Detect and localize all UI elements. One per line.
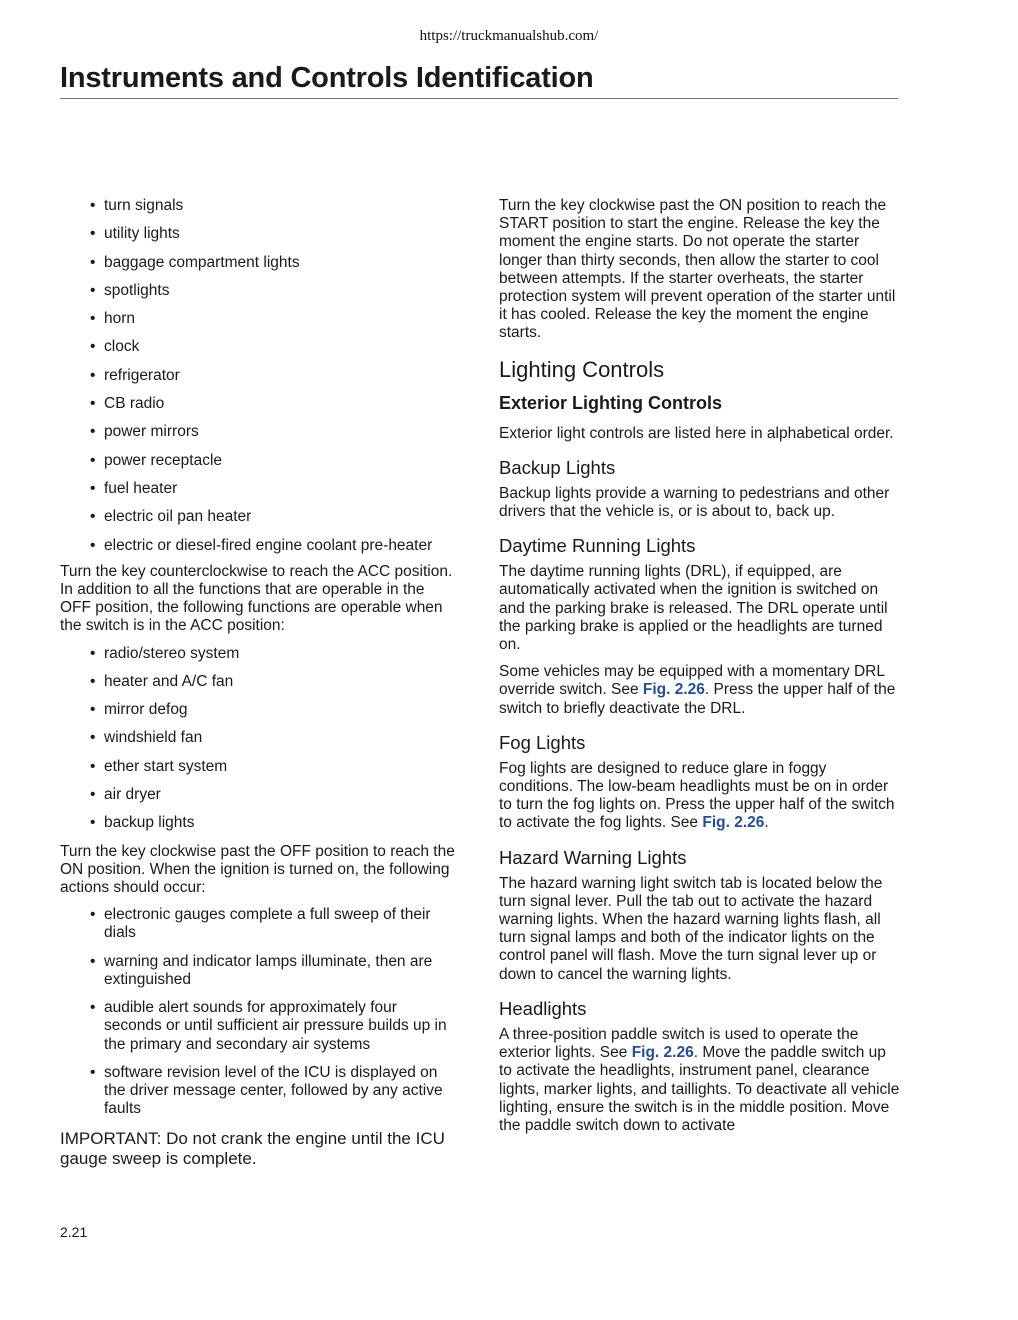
source-url: https://truckmanualshub.com/ — [419, 28, 599, 44]
list-item: • refrigerator — [90, 367, 458, 385]
heading-backup-lights: Backup Lights — [499, 456, 616, 478]
fog-lights-text-end: . — [764, 814, 769, 832]
fog-lights-text: Fog lights are designed to reduce glare in foggy conditions. The low-beam headlights must be on in order to turn the fog lights on. Press the upper half of the switch to activate the fog lights. See — [499, 759, 895, 832]
list-item: • power mirrors — [90, 423, 458, 441]
list-item: • mirror defog — [90, 701, 458, 719]
heading-headlights: Headlights — [499, 997, 587, 1019]
heading-fog-lights: Fog Lights — [499, 731, 586, 753]
page-title: Instruments and Controls Identification — [60, 62, 898, 99]
off-position-function-list — [60, 197, 458, 555]
list-item: • fuel heater — [90, 480, 458, 498]
page-number: 2.21 — [60, 1224, 88, 1240]
figure-link[interactable]: Fig. 2.26 — [642, 681, 705, 699]
headlights-paragraph — [499, 1026, 903, 1135]
headlights-text: A three-position paddle switch is used to operate the exterior lights. See — [499, 1025, 859, 1062]
drl-override-paragraph — [499, 663, 903, 718]
drl-paragraph: The daytime running lights (DRL), if equipped, are automatically activated when the ignition is switched on and the parking brake is released. The DRL operate until the parking brake is applied or the headlights are turned on. — [499, 563, 888, 654]
list-item: • spotlights — [90, 282, 458, 300]
list-item: • electric or diesel-fired engine coolant pre-heater — [90, 537, 458, 555]
exterior-intro-paragraph: Exterior light controls are listed here in alphabetical order. — [499, 424, 894, 442]
list-item: • audible alert sounds for approximately four seconds or until sufficient air pressure builds up in the primary and secondary air systems — [90, 999, 458, 1054]
drl-override-text-end: . Press the upper half of the switch to briefly deactivate the DRL. — [499, 681, 896, 717]
left-column — [60, 197, 458, 1178]
heading-daytime-running-lights: Daytime Running Lights — [499, 535, 696, 557]
list-item: • heater and A/C fan — [90, 673, 458, 691]
list-item: • windshield fan — [90, 729, 458, 747]
list-item: • air dryer — [90, 786, 458, 804]
fog-lights-paragraph — [499, 760, 903, 833]
ignition-on-actions-list — [60, 906, 458, 1118]
drl-override-text: Some vehicles may be equipped with a momentary DRL override switch. See — [499, 663, 885, 699]
headlights-text-end: . Move the paddle switch up to activate the headlights, instrument panel, clearance lights, marker lights, and taillights. To deactivate all vehicle lighting, ensure the switch is in the middle position. Move the paddle switch down to activate — [499, 1044, 900, 1134]
list-item: • electronic gauges complete a full sweep of their dials — [90, 906, 458, 942]
list-item: • turn signals — [90, 197, 458, 215]
start-position-paragraph: Turn the key clockwise past the ON position to reach the START position to start the engine. Release the key the moment the engine starts. Do not operate the starter longer than thirty seconds, then allow the starter to cool between attempts. If the starter overheats, the starter protection system will prevent operation of the starter until it has cooled. Release the key the moment the engine starts. — [499, 197, 896, 342]
figure-link[interactable]: Fig. 2.26 — [631, 1044, 694, 1062]
section-heading-lighting-controls: Lighting Controls — [499, 356, 665, 382]
list-item: • baggage compartment lights — [90, 254, 458, 272]
important-notice: IMPORTANT: Do not crank the engine until the ICU gauge sweep is complete. — [60, 1128, 445, 1168]
right-column — [499, 197, 903, 1144]
list-item: • radio/stereo system — [90, 645, 458, 663]
list-item: • power receptacle — [90, 452, 458, 470]
backup-lights-paragraph: Backup lights provide a warning to pedestrians and other drivers that the vehicle is, or is about to, back up. — [499, 484, 890, 521]
hazard-lights-paragraph: The hazard warning light switch tab is located below the turn signal lever. Pull the tab out to activate the hazard warning lights. When the hazard warning lights flash, all turn signal lamps and both of the indicator lights on the control panel will flash. Move the turn signal lever up or down to cancel the warning lights. — [499, 874, 883, 983]
list-item: • clock — [90, 338, 458, 356]
list-item: • warning and indicator lamps illuminate, then are extinguished — [90, 953, 458, 989]
heading-hazard-warning-lights: Hazard Warning Lights — [499, 846, 687, 868]
subsection-heading-exterior-lighting: Exterior Lighting Controls — [499, 392, 722, 413]
list-item: • software revision level of the ICU is displayed on the driver message center, followed by any active faults — [90, 1064, 458, 1119]
list-item: • electric oil pan heater — [90, 508, 458, 526]
list-item: • CB radio — [90, 395, 458, 413]
list-item: • horn — [90, 310, 458, 328]
list-item: • backup lights — [90, 814, 458, 832]
list-item: • ether start system — [90, 758, 458, 776]
acc-position-function-list — [60, 645, 458, 833]
figure-link[interactable]: Fig. 2.26 — [702, 814, 765, 832]
acc-position-paragraph: Turn the key counterclockwise to reach the ACC position. In addition to all the functions that are operable in the OFF position, the following functions are operable when the switch is in the ACC position: — [60, 562, 453, 635]
list-item: • utility lights — [90, 225, 458, 243]
on-position-paragraph: Turn the key clockwise past the OFF position to reach the ON position. When the ignition is turned on, the following actions should occur: — [60, 842, 455, 897]
